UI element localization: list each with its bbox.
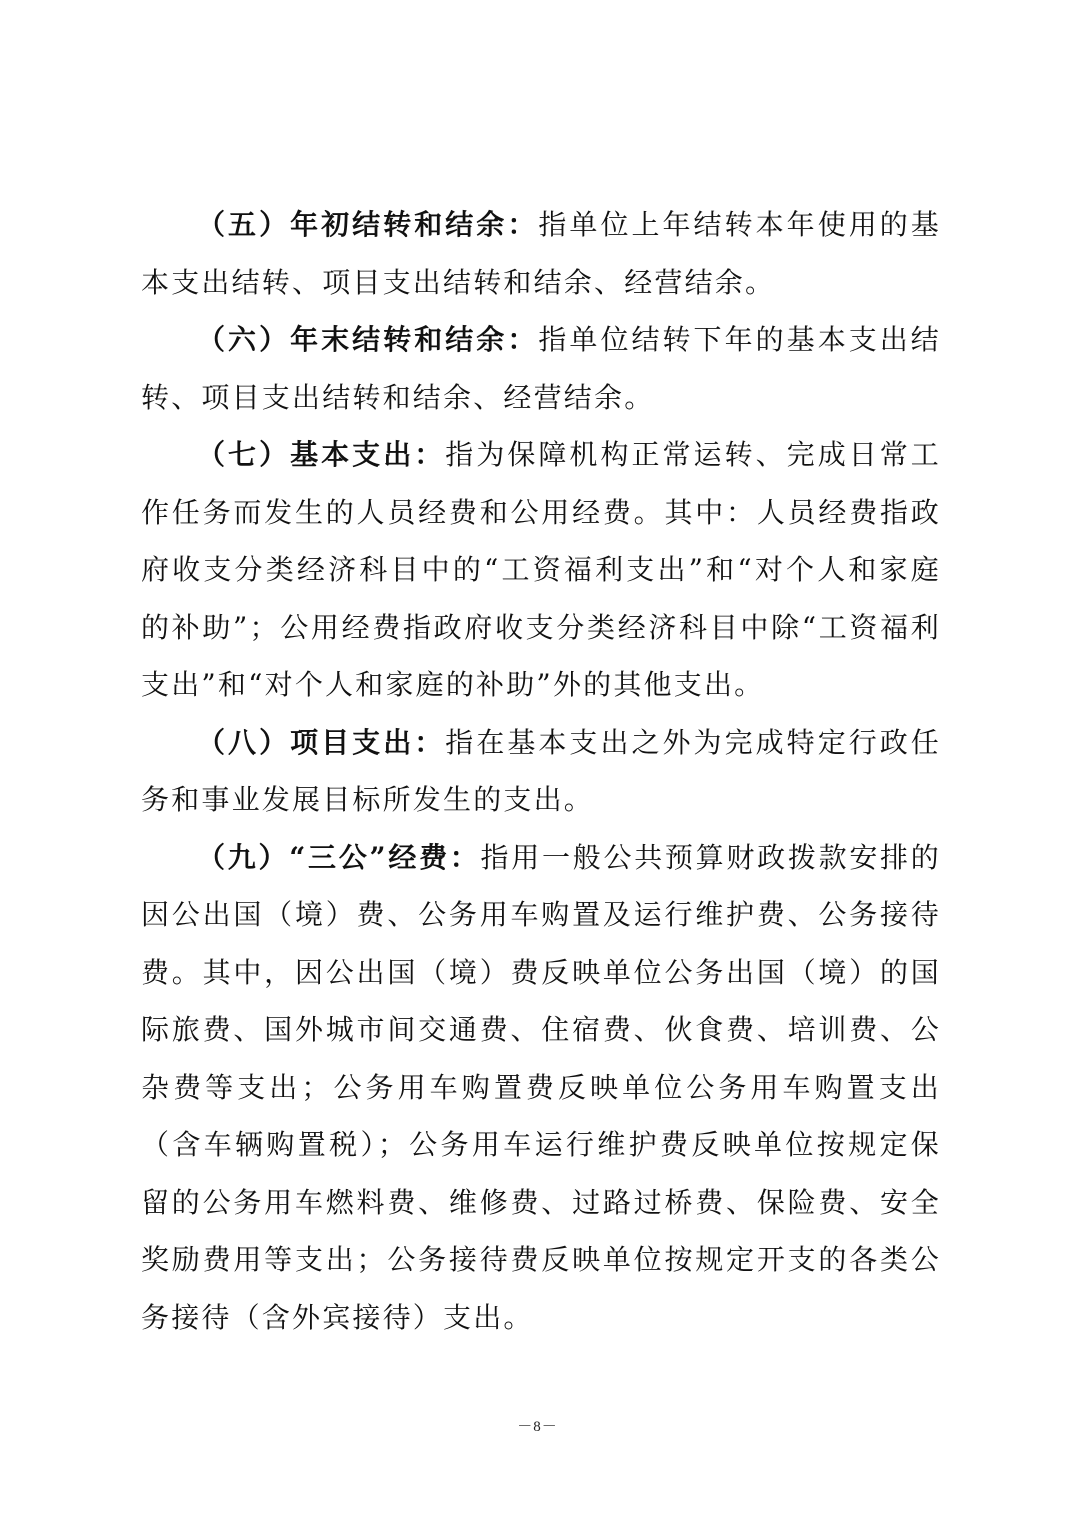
paragraph-text: 指在基本支出之外为完成特定行政任务和事业发展目标所发生的支出。 [141, 725, 941, 816]
paragraph-text: 指用一般公共预算财政拨款安排的因公出国（境）费、公务用车购置及运行维护费、公务接待费。其中，因公出国（境）费反映单位公务出国（境）的国际旅费、国外城市间交通费、住宿费、伙食费、培训费、公杂费等支出；公务用车购置费反映单位公务用车购置支出（含车辆购置税）；公务用车运行维护费反映单位按规定保留的公务用车燃料费、维修费、过路过桥费、保险费、安全奖励费用等支出；公务接待费反映单位按规定开支的各类公务接待（含外宾接待）支出。 [141, 840, 941, 1334]
paragraph-text: 指为保障机构正常运转、完成日常工作任务而发生的人员经费和公用经费。其中：人员经费指政府收支分类经济科目中的“工资福利支出”和“对个人和家庭的补助”；公用经费指政府收支分类经济科目中除“工资福利支出”和“对个人和家庭的补助”外的其他支出。 [141, 438, 941, 701]
paragraph-text: 指单位上年结转本年使用的基本支出结转、项目支出结转和结余、经营结余。 [141, 208, 942, 299]
page-number: －8－ [517, 1419, 558, 1435]
document-body [141, 196, 941, 1346]
term-heading: （六）年末结转和结余： [197, 323, 539, 356]
paragraph-year-start-carryover [141, 196, 941, 311]
paragraph-basic-expenditure [141, 426, 941, 714]
term-heading: （八）项目支出： [197, 725, 446, 759]
paragraph-three-public-expenses [141, 829, 941, 1347]
term-heading: （五）年初结转和结余： [197, 208, 539, 241]
term-heading: （九）“三公”经费： [197, 840, 481, 874]
paragraph-year-end-carryover [141, 311, 941, 426]
term-heading: （七）基本支出： [197, 438, 446, 471]
paragraph-text: 指单位结转下年的基本支出结转、项目支出结转和结余、经营结余。 [141, 323, 942, 414]
paragraph-project-expenditure [141, 714, 941, 829]
